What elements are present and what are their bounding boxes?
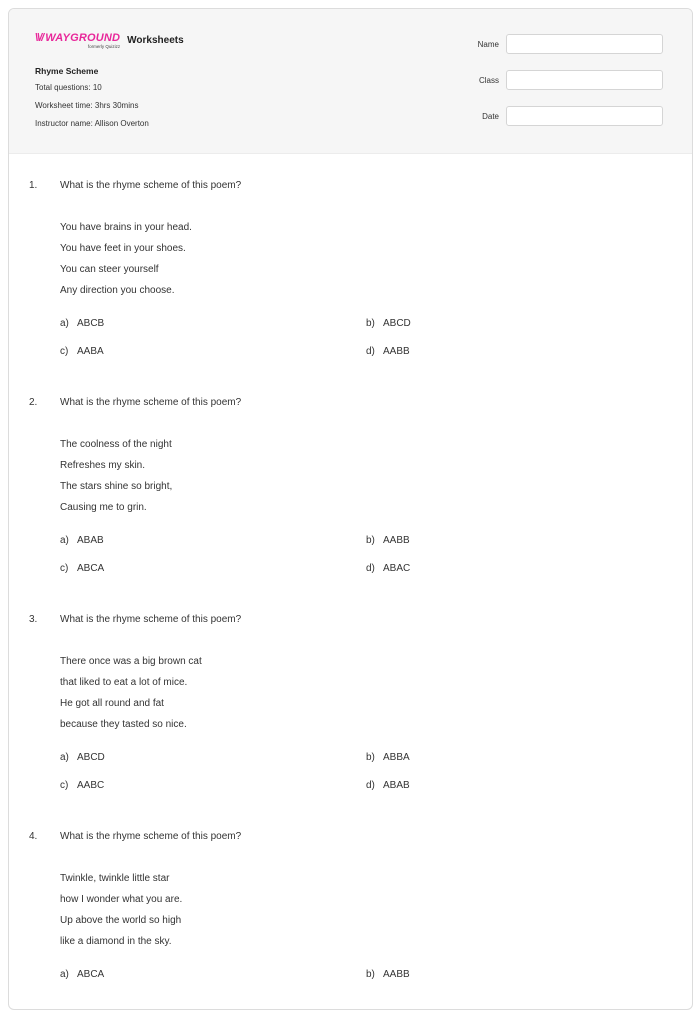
wayground-logo [35,32,120,50]
question-number: 2. [29,397,38,408]
poem-line: Twinkle, twinkle little star [60,873,170,884]
worksheet-header [9,9,692,154]
poem-line: You can steer yourself [60,264,159,275]
option-b[interactable]: b) AABB [366,969,410,980]
option-b[interactable]: b) ABBA [366,752,410,763]
poem-line: He got all round and fat [60,698,164,709]
option-c[interactable]: c) ABCA [60,563,105,574]
question-number: 1. [29,180,38,191]
option-a[interactable]: a) ABCD [60,752,105,763]
worksheet-title: Rhyme Scheme [35,66,99,76]
poem-line: There once was a big brown cat [60,656,202,667]
student-fields [449,33,665,141]
poem-line: because they tasted so nice. [60,719,187,730]
date-input[interactable] [506,106,663,126]
poem-line: Causing me to grin. [60,502,147,513]
poem-line: You have feet in your shoes. [60,243,186,254]
poem [60,222,192,306]
poem-line: Any direction you choose. [60,285,175,296]
worksheet-card [8,8,693,1010]
logo-subtitle: formerly Quizizz [87,44,121,49]
poem [60,873,182,957]
worksheet-meta [35,66,149,137]
product-title: Worksheets [127,35,184,46]
name-label: Name [477,39,499,49]
question-text: What is the rhyme scheme of this poem? [60,614,242,625]
option-c[interactable]: c) AABA [60,346,104,357]
class-field-row [449,69,665,91]
option-b[interactable]: b) ABCD [366,318,411,329]
instructor-name: Instructor name: Allison Overton [35,119,149,128]
poem-line: Up above the world so high [60,915,182,926]
brand [35,32,184,50]
total-questions: Total questions: 10 [35,83,102,92]
option-d[interactable]: d) ABAB [366,780,410,791]
option-a[interactable]: a) ABAB [60,535,104,546]
question-number: 3. [29,614,38,625]
option-d[interactable]: d) ABAC [366,563,411,574]
poem-line: like a diamond in the sky. [60,936,172,947]
name-input[interactable] [506,34,663,54]
name-field-row [449,33,665,55]
poem-line: that liked to eat a lot of mice. [60,677,188,688]
class-label: Class [478,75,499,85]
date-label: Date [482,111,499,121]
question-text: What is the rhyme scheme of this poem? [60,180,242,191]
option-c[interactable]: c) AABC [60,780,105,791]
logo-mark-icon: \\// [35,32,44,44]
option-a[interactable]: a) ABCB [60,318,105,329]
class-input[interactable] [506,70,663,90]
poem-line: Refreshes my skin. [60,460,146,471]
poem [60,439,172,523]
option-d[interactable]: d) AABB [366,346,410,357]
poem-line: The coolness of the night [60,439,172,450]
question-number: 4. [29,831,38,842]
poem-line: The stars shine so bright, [60,481,173,492]
worksheet-time: Worksheet time: 3hrs 30mins [35,101,139,110]
option-a[interactable]: a) ABCA [60,969,105,980]
date-field-row [449,105,665,127]
poem-line: You have brains in your head. [60,222,192,233]
option-b[interactable]: b) AABB [366,535,410,546]
poem-line: how I wonder what you are. [60,894,183,905]
poem [60,656,202,740]
question-text: What is the rhyme scheme of this poem? [60,831,242,842]
question-text: What is the rhyme scheme of this poem? [60,397,242,408]
logo-text: WAYGROUND [45,32,121,44]
